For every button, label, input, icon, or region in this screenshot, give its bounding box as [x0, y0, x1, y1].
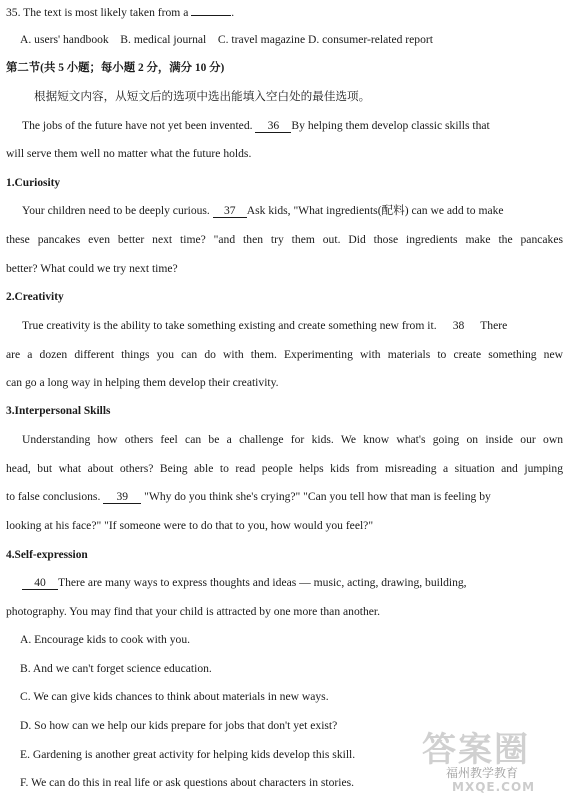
intro-line-1 [22, 119, 490, 133]
interpersonal-line-1: Understanding how others feel can be a challenge for kids. We know what's going on inside our own [22, 433, 563, 446]
blank-37: 37 [213, 204, 247, 218]
section-2-instruction: 根据短文内容，从短文后的选项中选出能填入空白处的最佳选项。 [34, 90, 371, 103]
creativity-text-b: There [480, 319, 508, 332]
question-35-text: 35. The text is most likely taken from a [6, 6, 189, 19]
self-expression-text-a: There are many ways to express thoughts and ideas — music, acting, drawing, building, [58, 576, 467, 589]
creativity-line-2: are a dozen different things you can do with them. Experimenting with materials to create something new [6, 348, 563, 361]
choice-e: E. Gardening is another great activity for helping kids develop this skill. [20, 748, 356, 761]
blank-36: 36 [255, 119, 291, 133]
blank-38: 38 [452, 319, 465, 332]
heading-interpersonal: 3.Interpersonal Skills [6, 405, 111, 417]
curiosity-line-2: these pancakes even better next time? "and then try them out. Did those ingredients make the pancakes [6, 233, 563, 246]
interpersonal-line-4: looking at his face?" "If someone were to do that to you, how would you feel?" [6, 519, 374, 532]
question-35-options: A. users' handbook B. medical journal C. travel magazine D. consumer-related report [20, 33, 433, 46]
intro-text-b: By helping them develop classic skills that [291, 119, 490, 132]
choice-a: A. Encourage kids to cook with you. [20, 633, 191, 646]
choice-b: B. And we can't forget science education. [20, 662, 212, 675]
question-35-blank [191, 15, 231, 16]
watermark-logo: 答案圈 [422, 730, 530, 770]
curiosity-line-3: better? What could we try next time? [6, 262, 178, 275]
watermark [422, 722, 568, 794]
curiosity-text-a: Your children need to be deeply curious. [22, 204, 210, 217]
interpersonal-line-2: head, but what about others? Being able to read people helps kids from misreading a situation and jumping [6, 462, 563, 475]
heading-curiosity: 1.Curiosity [6, 177, 61, 189]
heading-self-expression: 4.Self-expression [6, 549, 88, 561]
creativity-line-3: can go a long way in helping them develop their creativity. [6, 376, 279, 389]
interpersonal-line-3 [6, 490, 491, 504]
blank-39: 39 [103, 490, 141, 504]
interpersonal-text-b: "Why do you think she's crying?" "Can you tell how that man is feeling by [144, 490, 491, 503]
self-expression-line-1 [22, 576, 467, 590]
interpersonal-text-a: to false conclusions. [6, 490, 101, 503]
choice-d: D. So how can we help our kids prepare for jobs that don't yet exist? [20, 719, 338, 732]
curiosity-line-1 [22, 204, 504, 218]
watermark-caption: 福州教学教育 [446, 766, 519, 780]
intro-line-2: will serve them well no matter what the future holds. [6, 147, 252, 160]
question-35-stem [6, 6, 234, 20]
curiosity-text-b: Ask kids, "What ingredients(配料) can we add to make [246, 204, 504, 217]
blank-40: 40 [22, 576, 58, 590]
self-expression-line-2: photography. You may find that your child is attracted by one more than another. [6, 605, 381, 618]
section-2-heading: 第二节(共 5 小题；每小题 2 分，满分 10 分) [6, 62, 225, 74]
choice-c: C. We can give kids chances to think about materials in new ways. [20, 690, 329, 703]
intro-text-a: The jobs of the future have not yet been invented. [22, 119, 253, 132]
question-35-period: . [231, 6, 235, 19]
watermark-url: MXQE.COM [452, 780, 536, 794]
creativity-line-1 [22, 319, 507, 333]
choice-f: F. We can do this in real life or ask questions about characters in stories. [20, 776, 355, 789]
creativity-text-a: True creativity is the ability to take something existing and create something new from it. [22, 319, 437, 332]
heading-creativity: 2.Creativity [6, 291, 64, 303]
